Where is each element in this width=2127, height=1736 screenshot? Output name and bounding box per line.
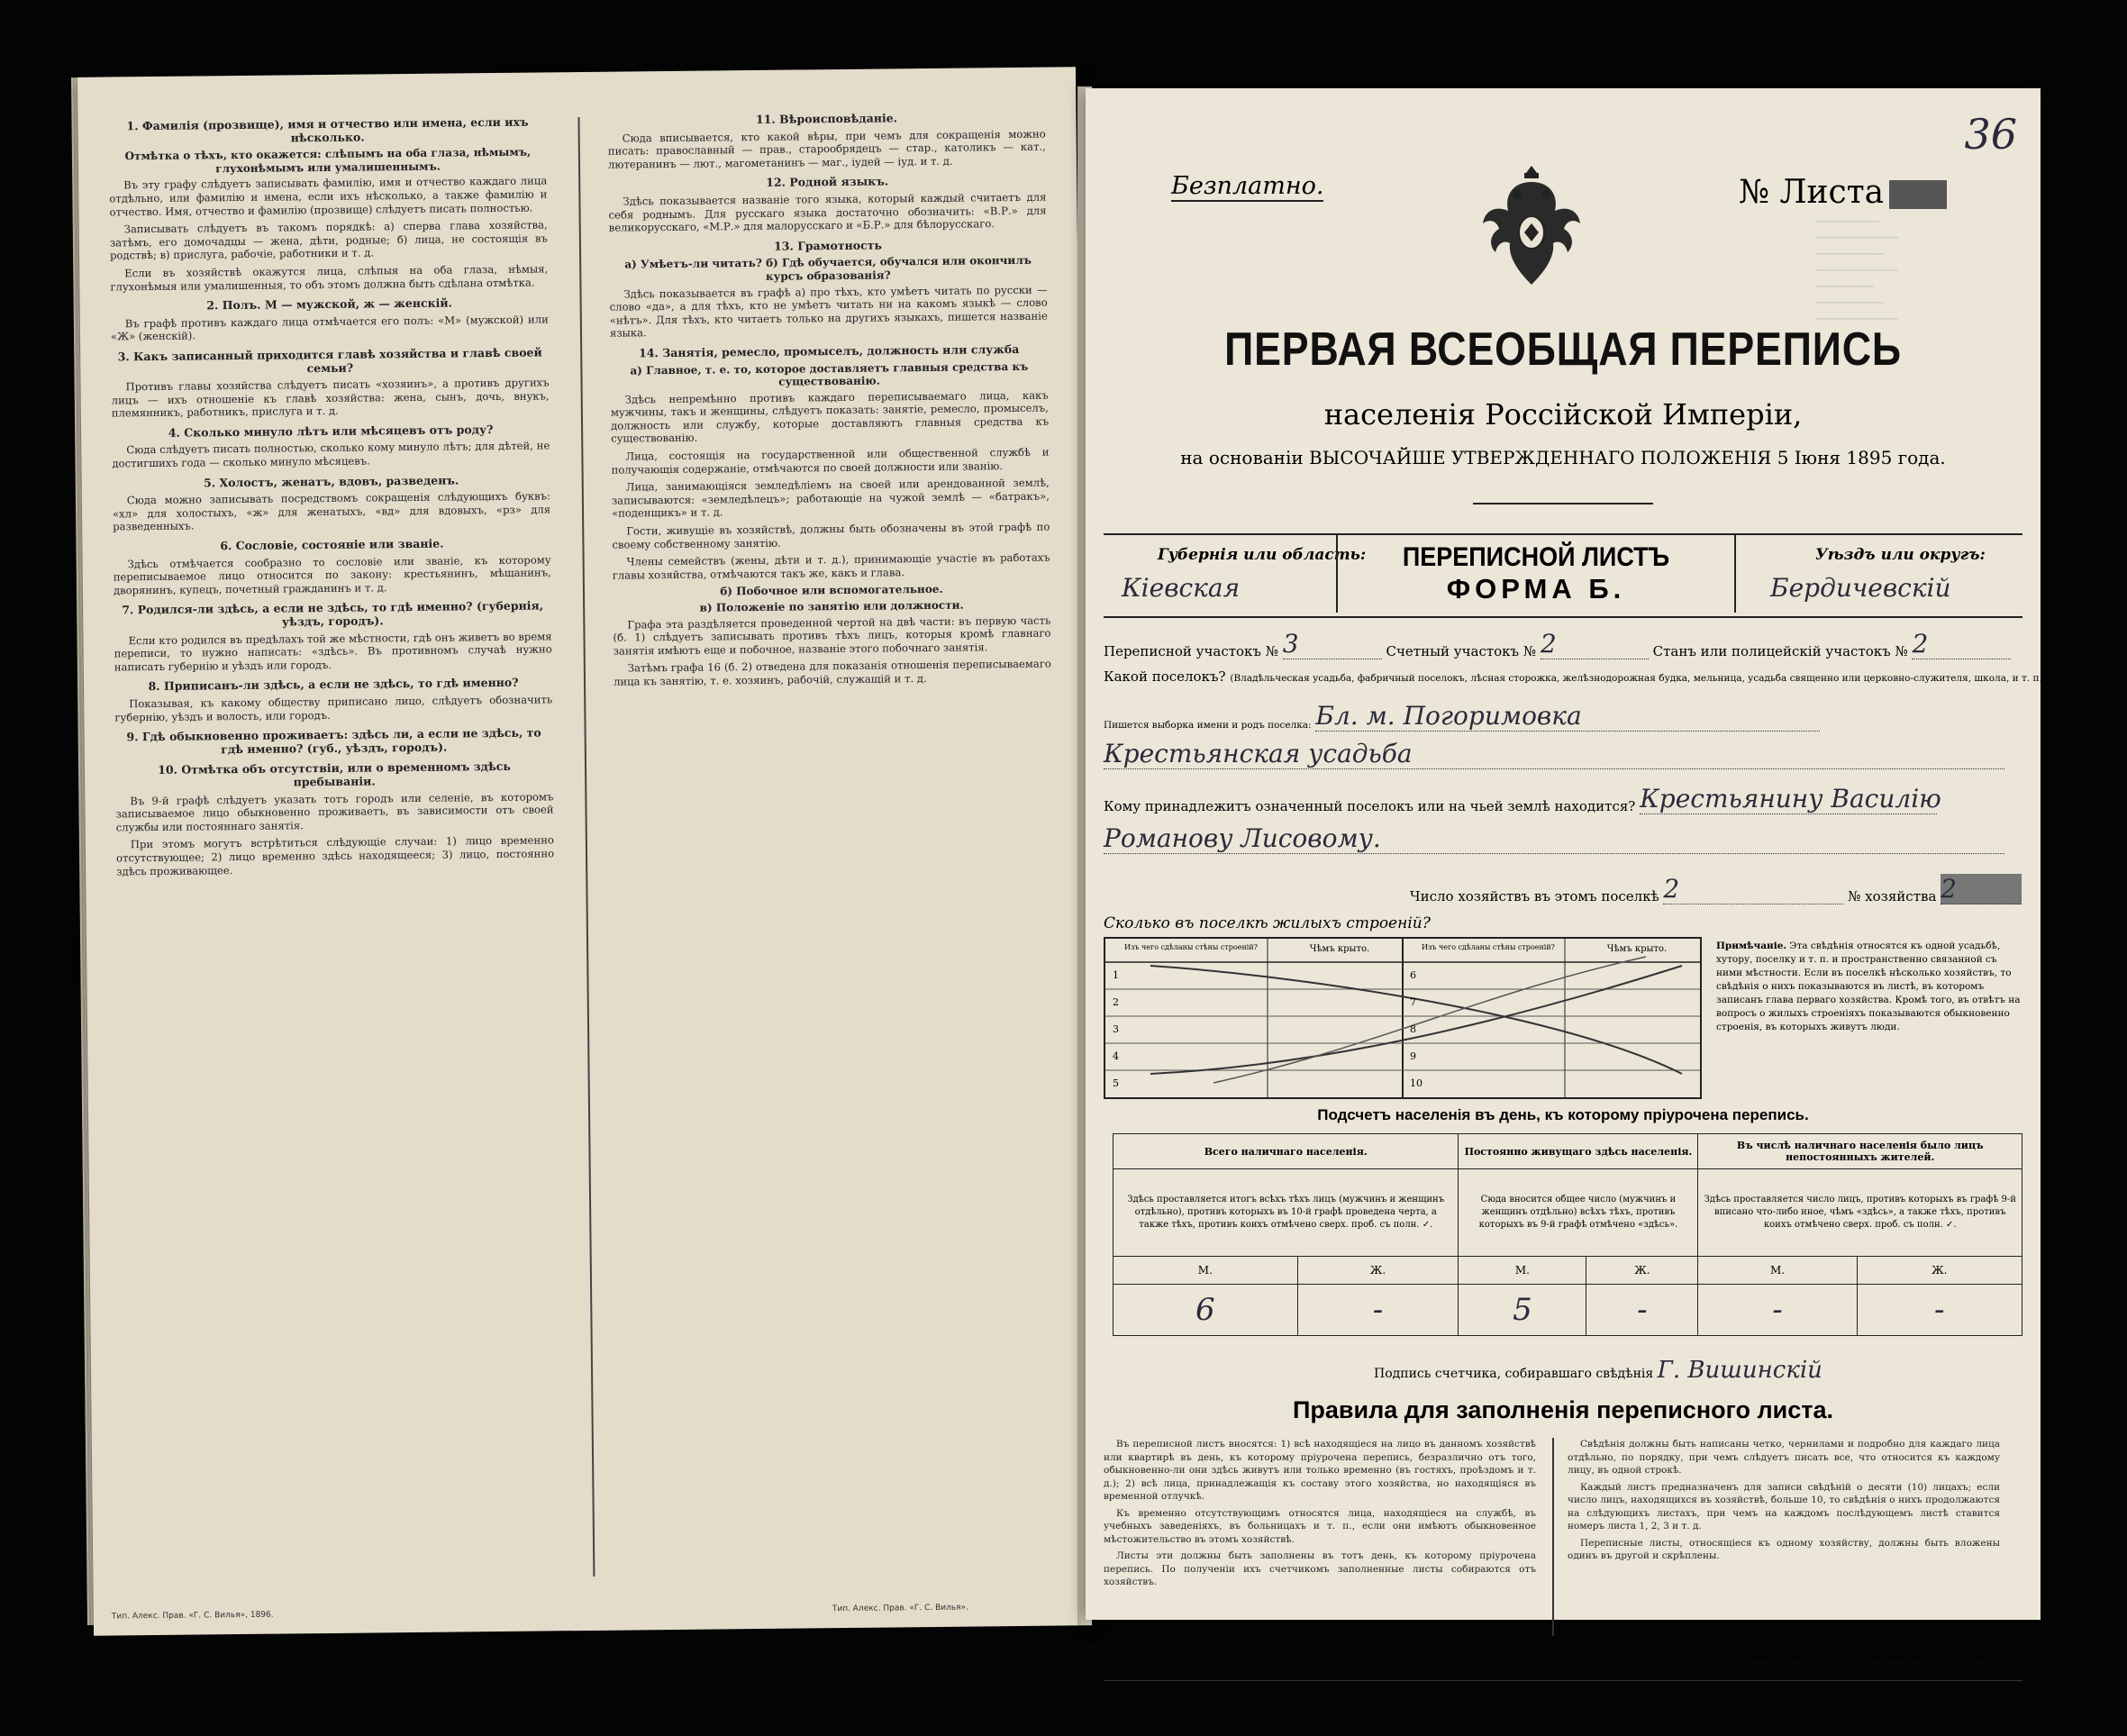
permanent-male-value: 5 [1459,1285,1586,1336]
settlement-value: Бл. м. Погоримовка [1315,701,1820,732]
paragraph: Въ графѣ противъ каждаго лица отмѣчается его полъ: «М» (мужской) или «Ж» (женскій). [110,313,549,343]
bottom-rule [1104,1680,2022,1681]
form-name: ФОРМА Б. [1446,573,1626,604]
count-col-permanent: Постоянно живущаго здѣсь населенія. [1459,1134,1698,1169]
paragraph: Здѣсь показывается въ графѣ а) про тѣхъ, кто умѣетъ читать по русски — слово «да», а для тѣхъ, кто не умѣетъ читать ни на какомъ языкѣ — слово «нѣтъ». Для тѣхъ, кто читаетъ только на другихъ языкахъ, пишется названіе языка. [609,283,1048,340]
section-heading: 12. Родной языкъ. [766,174,889,190]
form-title: ПЕРЕПИСНОЙ ЛИСТЪ [1402,542,1670,572]
rule-paragraph: Свѣдѣнія должны быть написаны четко, чернилами и подробно для каждаго лица отдѣльно, по порядку, при чемъ слѣдуетъ писать все, что относится къ каждому лицу, въ одной строкѣ. [1568,1439,2000,1476]
paragraph: Показывая, къ какому обществу приписано лицо, слѣдуетъ обозначить губернію, уѣздъ и волость, или городъ. [114,693,553,724]
paragraph: Здѣсь показывается названіе того языка, который каждый считаетъ для себя роднымъ. Для русскаго языка достаточно обозначить: «В.Р.» для великорусскаго, «М.Р.» для малорусскаго и «Б.Р.» для бѣлорусскаго. [608,190,1047,234]
paragraph: При этомъ могутъ встрѣтиться слѣдующіе случаи: 1) лицо временно отсутствующее; 2) лицо временно здѣсь находящееся; 3) лицо, постоянно здѣсь проживающее. [115,833,555,877]
settlement-type-value: Крестьянская усадьба [1104,739,2004,769]
free-label: Безплатно. [1171,172,1324,200]
paragraph: Лица, состоящія на государственной или общественной службѣ и получающія содержаніе, отмѣчаются по своей должности или званію. [611,445,1050,477]
present-female-value: - [1297,1285,1459,1336]
paragraph: Гости, живущіе въ хозяйствѣ, должны быть обозначены въ этой графѣ по своему собственному занятію. [612,520,1050,551]
paragraph: Затѣмъ графа 16 (б. 2) отведена для показанія отношенія переписываемаго лица къ занятію, т. е. хозяинъ, рабочій, служащій и т. д. [613,657,1051,688]
census-subtitle: населенія Россійской Имперіи, [1323,397,1803,432]
paragraph: Противъ главы хозяйства слѣдуетъ писать «хозяинъ», а противъ другихъ лицъ — ихъ отношеніе къ главѣ хозяйства: жена, сынъ, дочь, внукъ, племянникъ, работникъ, прислуга и т. д. [111,376,550,420]
imperial-eagle-icon [1477,159,1586,294]
buildings-col-walls: Изъ чего сдѣланы стѣны строеній? [1124,943,1258,951]
buildings-row-number: 6 [1410,969,1416,981]
section-heading: 9. Гдѣ обыкновенно проживаетъ: здѣсь ли, а если не здѣсь, то гдѣ именно? (губ., уѣздъ, городъ). [126,725,541,756]
paragraph: Въ 9-й графѣ слѣдуетъ указать тотъ городъ или селеніе, въ которомъ записываемое лицо обыкновенно проживаетъ, въ зависимости отъ своей службы или постояннаго занятія. [115,789,554,834]
rules-column-1 [1104,1438,1536,1593]
printer-imprint-left: Тип. Алекс. Прав. «Г. С. Вилья», 1896. [111,1610,274,1622]
paragraph: Лица, занимающіяся земледѣліемъ на своей или арендованной землѣ, записываются: «земледѣлецъ»; работающіе на чужой землѣ — «батракъ», «поденщикъ» и т. д. [611,476,1050,521]
male-header: М. [1698,1257,1857,1285]
bleed-through-text: ───────────── ───────────────── ────────────── ───────────────── ──────────── ────────────── ───────────────── [1815,218,1899,324]
buildings-table [1104,937,1702,1099]
settlement-row: Какой поселокъ? (Владѣльческая усадьба, фабричный поселокъ, лѣсная сторожка, желѣзнодорожная будка, мельница, усадьба священно или церковно-служителя, школа, и т. п.) [1104,668,2046,685]
buildings-row-number: 5 [1113,1077,1119,1089]
settlement-value-row-2 [1104,739,2004,769]
census-title: ПЕРВАЯ ВСЕОБЩАЯ ПЕРЕПИСЬ [1224,323,1902,376]
stan-value: 2 [1912,629,2011,659]
count-district-value: 2 [1541,629,1649,659]
female-header: Ж. [1586,1257,1698,1285]
gubernia-value: Кіевская [1122,573,1241,603]
section-heading: 10. Отмѣтка объ отсутствіи, или о временномъ здѣсь пребываніи. [158,759,511,789]
section-heading: 8. Приписанъ-ли здѣсь, а если не здѣсь, то гдѣ именно? [148,676,519,694]
paragraph: Сюда вписывается, кто какой вѣры, при чемъ для сокращенія можно писать: православный — прав., старообрядецъ — стар., католикъ — кат., лютеранинъ — лют., магометанинъ — маг., іудей — іуд. и т. д. [607,127,1046,171]
buildings-col-roof-2: Чѣмъ крыто. [1606,944,1668,954]
count-desc-present: Здѣсь проставляется итогъ всѣхъ тѣхъ лицъ (мужчинъ и женщинъ отдѣльно), противъ которыхъ въ 10-й графѣ проведена черта, а также тѣхъ, противъ коихъ отмѣчено сверх. проб. съ полн. ✓. [1113,1169,1459,1257]
female-header: Ж. [1297,1257,1459,1285]
section-heading: 1. Фамилія (прозвище), имя и отчество или имена, если ихъ нѣсколько. [126,114,529,144]
buildings-note: Примѣчаніе. Эта свѣдѣнія относятся къ одной усадьбѣ, хутору, поселку и т. п. и пространственно связанной съ ними мѣстности. Если въ поселкѣ нѣсколько хозяйствъ, то свѣдѣнія о нихъ показываются въ листѣ, въ которомъ записанъ глава перваго хозяйства. Кромѣ того, въ отвѣтъ на вопросъ о жилыхъ строеніяхъ показываются обыкновенно строенія, въ которыхъ живутъ люди. [1716,941,2021,1032]
rule-paragraph: Къ временно отсутствующимъ относятся лица, находящіеся на службѣ, въ учебныхъ заведеніяхъ, въ больницахъ и т. п., если они имѣютъ обыкновенное мѣстожительство въ этомъ хозяйствѣ. [1104,1507,1536,1545]
rules-title: Правила для заполненія переписного листа. [1292,1396,1834,1423]
male-header: М. [1459,1257,1586,1285]
rule-paragraph: Переписные листы, относящіеся къ одному хозяйству, должны быть вложены одинъ въ другой и скрѣплены. [1568,1537,2000,1561]
population-count-title: Подсчетъ населенія въ день, къ которому пріурочена перепись. [1317,1106,1809,1123]
households-row: Число хозяйствъ въ этомъ поселкѣ 2 № хозяйства 2 [1410,874,2022,904]
paragraph: Въ эту графу слѣдуетъ записывать фамилію, имя и отчество каждаго лица отдѣльно, или фамилію и имена, если ихъ нѣсколько, а также фамилію и отчество. Имя, отчество и фамилію (прозвище) слѣдуетъ писать полностью. [109,174,548,219]
paragraph: Здѣсь непремѣнно противъ каждаго переписываемаго лица, какъ мужчины, такъ и женщины, слѣдуетъ показать: занятіе, ремесло, промыселъ, должность или службу, которые доставляютъ главныя средства къ существованію. [610,388,1050,446]
printer-imprint-right: Тип. Алекс. Прав. «Г. С. Вилья». [832,1603,968,1614]
section-heading: 5. Холостъ, женатъ, вдовъ, разведенъ. [203,473,459,490]
owner-value-2: Романову Лисовому. [1104,823,2004,854]
owner-row-2 [1104,823,2004,854]
count-desc-permanent: Сюда вносится общее число (мужчинъ и женщинъ отдѣльно) всѣхъ тѣхъ, противъ которыхъ въ 9-й графѣ отмѣчено «здѣсь». [1459,1169,1698,1257]
instructions-column-1 [108,108,554,882]
section-heading: 3. Какъ записанный приходится главѣ хозяйства и главѣ своей семьи? [117,345,542,375]
buildings-row-number: 9 [1410,1050,1416,1062]
section-heading: 14. Занятія, ремесло, промыселъ, должность или служба [638,341,1020,360]
section-subheading: в) Положеніе по занятію или должности. [699,598,964,614]
legal-basis: на основаніи ВЫСОЧАЙШЕ УТВЕРЖДЕННАГО ПОЛОЖЕНІЯ 5 Іюня 1895 года. [1180,447,1946,468]
buildings-col-roof: Чѣмъ крыто. [1309,944,1370,954]
buildings-row-number: 8 [1410,1023,1416,1035]
buildings-row-number: 10 [1410,1077,1423,1089]
present-male-value: 6 [1113,1285,1298,1336]
buildings-row-number: 7 [1410,996,1416,1008]
count-col-present: Всего наличнаго населенія. [1113,1134,1459,1169]
households-value: 2 [1663,874,1843,904]
paragraph: Сюда слѣдуетъ писать полностью, сколько кому минуло лѣтъ; для дѣтей, не достигшихъ года — сколько минуло мѣсяцевъ. [112,439,550,470]
male-header: М. [1113,1257,1298,1285]
buildings-table-grid [1105,939,1700,1097]
paragraph: Если въ хозяйствѣ окажутся лица, слѣпыя на оба глаза, нѣмыя, глухонѣмыя или умалишенныя, то объ этомъ должна быть сдѣлана отмѣтка. [110,262,549,294]
section-subheading: а) Умѣетъ-ли читать? б) Гдѣ обучается, обучался или окончилъ курсъ образованія? [624,254,1032,283]
paragraph: Сюда можно записывать посредствомъ сокращенія слѣдующихъ буквъ: «хл» для холостыхъ, «ж» для женатыхъ, «вд» для вдовыхъ, «рз» для разведенныхъ. [112,489,551,533]
gubernia-label: Губернія или область: [1158,546,1367,564]
paragraph: Графа эта раздѣляется проведенной чертой на двѣ части: въ первую часть (б. 1) слѣдуетъ записывать противъ тѣхъ лицъ, которыя кромѣ главнаго занятія имѣютъ еще и побочное, названіе этого побочнаго занятія. [613,614,1051,658]
female-header: Ж. [1857,1257,2022,1285]
buildings-title: Сколько въ поселкѣ жилыхъ строеній? [1104,914,1431,932]
section-subheading: б) Побочное или вспомогательное. [720,583,943,598]
enumerator-signature-row: Подпись счетчика, собиравшаго свѣдѣнія Г. Вишинскій [1374,1357,1822,1384]
uezd-label: Уѣздъ или округъ: [1815,546,1986,564]
paragraph: Записывать слѣдуетъ въ такомъ порядкѣ: а) сперва глава хозяйства, затѣмъ, его домочадцы — жена, дѣти, родные; б) лица, не состоящія въ родствѣ; в) прислуга, рабочіе, работники и т. д. [109,218,548,262]
left-page [77,67,1092,1636]
district-value: 3 [1283,629,1382,659]
population-count-table [1113,1133,2022,1336]
sheet-number-scribble [1889,180,1947,209]
rules-divider [1552,1438,1554,1636]
continued-note: (Продолженіе слѣдуетъ на четвертой страницѣ). [1733,1651,2013,1663]
section-heading: 13. Грамотность [773,238,882,253]
buildings-col-walls-2: Изъ чего сдѣланы стѣны строеній? [1422,943,1555,951]
section-heading: 6. Сословіе, состояніе или званіе. [220,536,444,553]
handwritten-sheet-number: 36 [1964,110,2017,159]
section-heading: 2. Полъ. М — мужской, ж — женскій. [206,295,453,313]
section-subheading: а) Главное, т. е. то, которое доставляетъ главныя средства къ существованію. [630,359,1029,388]
owner-row: Кому принадлежитъ означенный поселокъ или на чьей землѣ находится? Крестьянину Василію [1104,784,1941,814]
sheet-number-field: № Листа [1739,174,1947,211]
rule-paragraph: Въ переписной листъ вносятся: 1) всѣ находящіеся на лицо въ данномъ хозяйствѣ или квартирѣ въ день, къ которому пріурочена перепись, безразлично отъ того, обыкновенно-ли они здѣсь живутъ или только временно (въ гостяхъ, проѣздомъ и т. д.); 2) всѣ лица, принадлежащія къ составу этого хозяйства, но находящіяся въ временной отлучкѣ. [1104,1439,1536,1502]
instructions-column-2 [607,104,1051,694]
uezd-value: Бердичевскій [1770,573,1951,603]
household-number-value: 2 [1941,874,2022,904]
form-title-block [1336,535,1736,613]
count-col-temporary: Въ числѣ наличнаго населенія было лицъ непостоянныхъ жителей. [1698,1134,2022,1169]
section-heading: 11. Вѣроисповѣданіе. [755,111,898,126]
permanent-female-value: - [1586,1285,1698,1336]
section-heading: 7. Родился-ли здѣсь, а если не здѣсь, то гдѣ именно? (губернія, уѣздъ, городъ). [122,598,544,629]
rule-paragraph: Каждый листъ предназначенъ для записи свѣдѣній о десяти (10) лицахъ; если число лицъ, находящихся въ хозяйствѣ, больше 10, то свѣдѣнія о нихъ продолжаются на слѣдующихъ листахъ, при чемъ на каждомъ послѣдующемъ листѣ ставится номеръ листа 1, 2, 3 и т. д. [1568,1481,2000,1531]
buildings-row-number: 1 [1113,969,1119,981]
section-subheading: Отмѣтка о тѣхъ, кто окажется: слѣпымъ на оба глаза, нѣмымъ, глухонѣмымъ или умалишеннымъ. [124,145,532,176]
count-desc-temporary: Здѣсь проставляется число лицъ, противъ которыхъ въ графѣ 9-й вписано что-либо иное, чѣмъ «здѣсь», а также тѣхъ, противъ коихъ отмѣчено сверх. проб. съ полн. ✓. [1698,1169,2022,1257]
temporary-female-value: - [1857,1285,2022,1336]
paragraph: Здѣсь отмѣчается сообразно то сословіе или званіе, къ которому переписываемое лицо относится по закону: крестьянинъ, мѣщанинъ, дворянинъ, купецъ, почетный гражданинъ и т. д. [113,552,551,597]
section-heading: 4. Сколько минуло лѣтъ или мѣсяцевъ отъ роду? [168,422,494,440]
title-rule [1473,503,1653,504]
buildings-row-number: 4 [1113,1050,1119,1062]
settlement-value-row: Пишется выборка имени и родъ поселка: Бл. м. Погоримовка [1104,701,1820,732]
paragraph: Члены семействъ (жены, дѣти и т. д.), принимающіе участіе въ работахъ главы хозяйства, отмѣчаются такъ же, какъ и глава. [612,550,1050,582]
buildings-row-number: 2 [1113,996,1119,1008]
enumerator-signature: Г. Вишинскій [1657,1357,1822,1384]
form-header-box [1104,533,2022,618]
owner-value: Крестьянину Василію [1640,784,1941,813]
rules-column-2 [1568,1438,2000,1567]
column-divider [577,117,595,1577]
buildings-row-number: 3 [1113,1023,1119,1035]
temporary-male-value: - [1698,1285,1857,1336]
rule-paragraph: Листы эти должны быть заполнены въ тотъ день, къ которому пріурочена перепись. По полученіи ихъ счетчикомъ заполненные листы собираются отъ хозяйствъ. [1104,1550,1536,1587]
district-row: Переписной участокъ № 3 Счетный участокъ № 2 Станъ или полицейскій участокъ № 2 [1104,629,2011,659]
right-page [1086,88,2046,1663]
paragraph: Если кто родился въ предѣлахъ той же мѣстности, гдѣ онъ живетъ во время переписи, то нужно написать: «здѣсь». Въ противномъ случаѣ нужно написать губернію и уѣздъ или городъ. [114,629,552,674]
